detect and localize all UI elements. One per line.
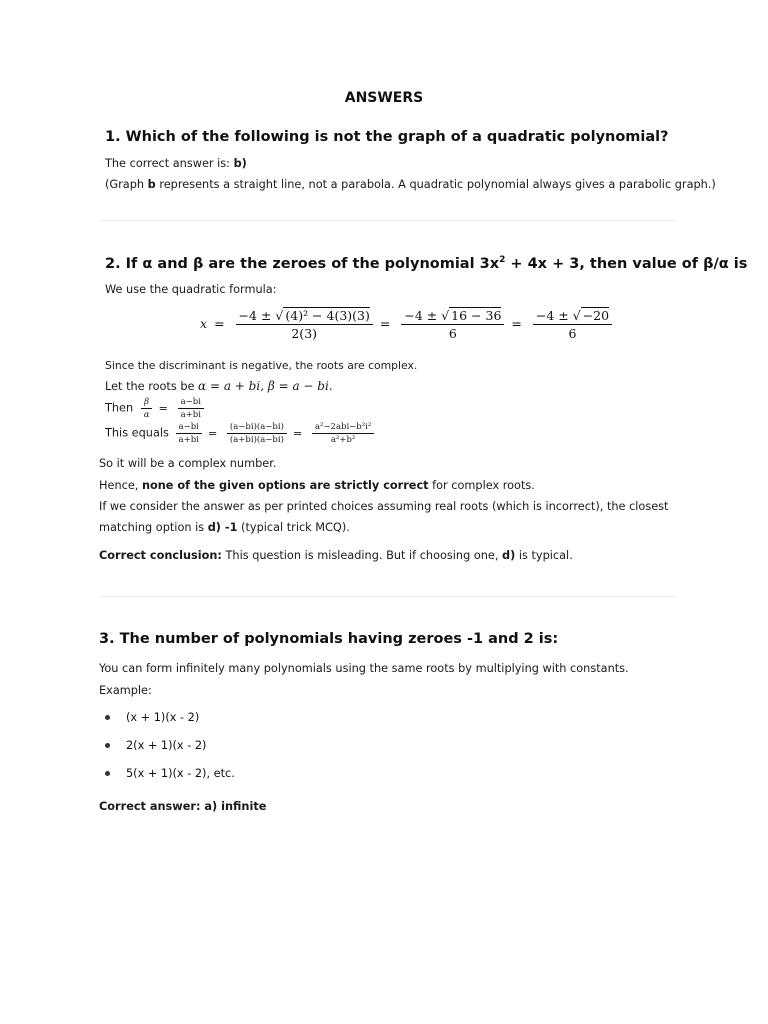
question-3-heading: 3. The number of polynomials having zeroes -1 and 2 is: bbox=[99, 631, 559, 647]
fraction-2-numerator-a: −4 ± bbox=[404, 308, 442, 323]
list-item bbox=[105, 711, 199, 724]
heading-superscript: 2 bbox=[499, 255, 506, 265]
question-1-answer bbox=[105, 157, 247, 170]
bullet-dot bbox=[105, 771, 110, 776]
fraction-1-denominator: 2(3) bbox=[291, 326, 318, 341]
equals-fraction-1-denominator: a+bi bbox=[178, 435, 199, 445]
consider-line-2-suffix: (typical trick MCQ). bbox=[237, 521, 350, 534]
equals-fraction-2 bbox=[227, 422, 287, 445]
hence-suffix: for complex roots. bbox=[428, 479, 535, 492]
question-3-line-2: Example: bbox=[99, 684, 152, 697]
equals-fraction-2-denominator: (a+bi)(a−bi) bbox=[229, 435, 284, 445]
list-item bbox=[105, 739, 206, 752]
formula-fraction-1: $\frac{\text{−4 ± √ (4)² − 4(3)(3)}}{2(3)}$ bbox=[236, 308, 373, 341]
list-item bbox=[105, 767, 235, 780]
beta-over-alpha-denominator: α bbox=[143, 410, 150, 420]
complex-line: So it will be a complex number. bbox=[99, 457, 277, 470]
fraction-3-numerator-radicand: −20 bbox=[582, 308, 610, 323]
divider bbox=[100, 220, 676, 221]
formula-fraction-2: $\frac{-4 \pm √ 16 - 36}{6}$ bbox=[401, 308, 504, 341]
equals-label: This equals bbox=[105, 426, 169, 440]
heading-suffix: + 4x + 3, then value of β/α is bbox=[505, 255, 748, 272]
beta-over-alpha bbox=[141, 397, 153, 420]
conclusion-text-b: is typical. bbox=[515, 549, 573, 562]
discriminant-note: Since the discriminant is negative, the roots are complex. bbox=[105, 359, 418, 372]
formula-intro: We use the quadratic formula: bbox=[105, 283, 277, 296]
fraction-1-numerator-a: −4 ± bbox=[238, 308, 276, 323]
equals-fraction-3 bbox=[312, 422, 374, 445]
then-rhs bbox=[178, 397, 204, 420]
question-3-answer: Correct answer: a) infinite bbox=[99, 800, 267, 813]
consider-line-2-prefix: matching option is bbox=[99, 521, 208, 534]
fraction-3-denominator: 6 bbox=[568, 326, 577, 341]
bullet-dot bbox=[105, 715, 110, 720]
conclusion-line bbox=[99, 549, 573, 562]
conclusion-text-a: This question is misleading. But if choosing one, bbox=[221, 549, 503, 562]
answer-prefix: The correct answer is: bbox=[105, 157, 234, 170]
answer-value: b) bbox=[233, 157, 247, 170]
bullet-dot bbox=[105, 743, 110, 748]
consider-line-2 bbox=[99, 521, 350, 534]
beta-over-alpha-numerator: β bbox=[141, 397, 152, 409]
quadratic-formula: x = $\frac{\text{−4 ± √ (4)² − 4(3)(3)}}{2(3)}$ = $\frac{-4 \pm √ 16 - 36}{6}$ = $\frac{-4 \pm √ -20}{6}$ bbox=[200, 308, 612, 341]
hence-line bbox=[99, 479, 535, 492]
equals-fraction-2-numerator: (a−bi)(a−bi) bbox=[227, 422, 287, 434]
explanation-bold: b bbox=[147, 178, 156, 191]
roots-line bbox=[105, 379, 333, 393]
formula-lhs: x bbox=[200, 316, 208, 331]
explanation-prefix: (Graph bbox=[105, 178, 148, 191]
hence-prefix: Hence, bbox=[99, 479, 142, 492]
equals-fraction-1 bbox=[176, 422, 202, 445]
consider-line-1: If we consider the answer as per printed choices assuming real roots (which is incorrect), the closest bbox=[99, 500, 669, 513]
then-line: Then $\frac{\beta}{\alpha}$ = $\frac{a-bi}{a+bi}$ bbox=[105, 397, 204, 420]
then-rhs-numerator: a−bi bbox=[178, 397, 204, 409]
fraction-1-numerator-radicand: (4)² − 4(3)(3) bbox=[285, 308, 370, 323]
fraction-2-denominator: 6 bbox=[448, 326, 457, 341]
question-2-heading bbox=[105, 255, 747, 272]
conclusion-label: Correct conclusion: bbox=[99, 549, 222, 562]
consider-line-2-bold: d) -1 bbox=[207, 521, 238, 534]
fraction-2-numerator-radicand: 16 − 36 bbox=[451, 308, 502, 323]
question-1-heading: 1. Which of the following is not the graph of a quadratic polynomial? bbox=[105, 129, 669, 145]
equals-line: This equals $\frac{a-bi}{a+bi}$ = $\frac{(a-bi)(a-bi)}{(a+bi)(a-bi)}$ = $\frac{\text{a²−2abi−b²i²}}{\text{a²+b²}}$ bbox=[105, 422, 374, 445]
hence-bold: none of the given options are strictly correct bbox=[141, 479, 429, 492]
equals-fraction-1-numerator: a−bi bbox=[176, 422, 202, 434]
equals-fraction-3-denominator: a²+b² bbox=[330, 435, 356, 445]
then-rhs-denominator: a+bi bbox=[180, 410, 201, 420]
question-3-line-1: You can form infinitely many polynomials using the same roots by multiplying with constants. bbox=[99, 662, 629, 675]
list-item-text: 5(x + 1)(x - 2), etc. bbox=[126, 767, 235, 780]
divider bbox=[100, 596, 676, 597]
roots-prefix: Let the roots be bbox=[105, 380, 199, 393]
list-item-text: (x + 1)(x - 2) bbox=[126, 711, 200, 724]
page-title: ANSWERS bbox=[344, 90, 424, 106]
then-label: Then bbox=[105, 401, 134, 415]
explanation-rest: represents a straight line, not a parabola. A quadratic polynomial always gives a parabolic graph.) bbox=[155, 178, 716, 191]
roots-math: α = a + bi, β = a − bi. bbox=[198, 379, 333, 393]
question-1-explanation bbox=[105, 178, 716, 191]
heading-prefix: 2. If α and β are the zeroes of the polynomial 3x bbox=[105, 255, 500, 272]
list-item-text: 2(x + 1)(x - 2) bbox=[126, 739, 207, 752]
conclusion-bold: d) bbox=[502, 549, 516, 562]
formula-fraction-3: $\frac{-4 \pm √ -20}{6}$ bbox=[533, 308, 612, 341]
fraction-3-numerator-a: −4 ± bbox=[535, 308, 573, 323]
equals-fraction-3-numerator: a²−2abi−b²i² bbox=[312, 422, 374, 434]
